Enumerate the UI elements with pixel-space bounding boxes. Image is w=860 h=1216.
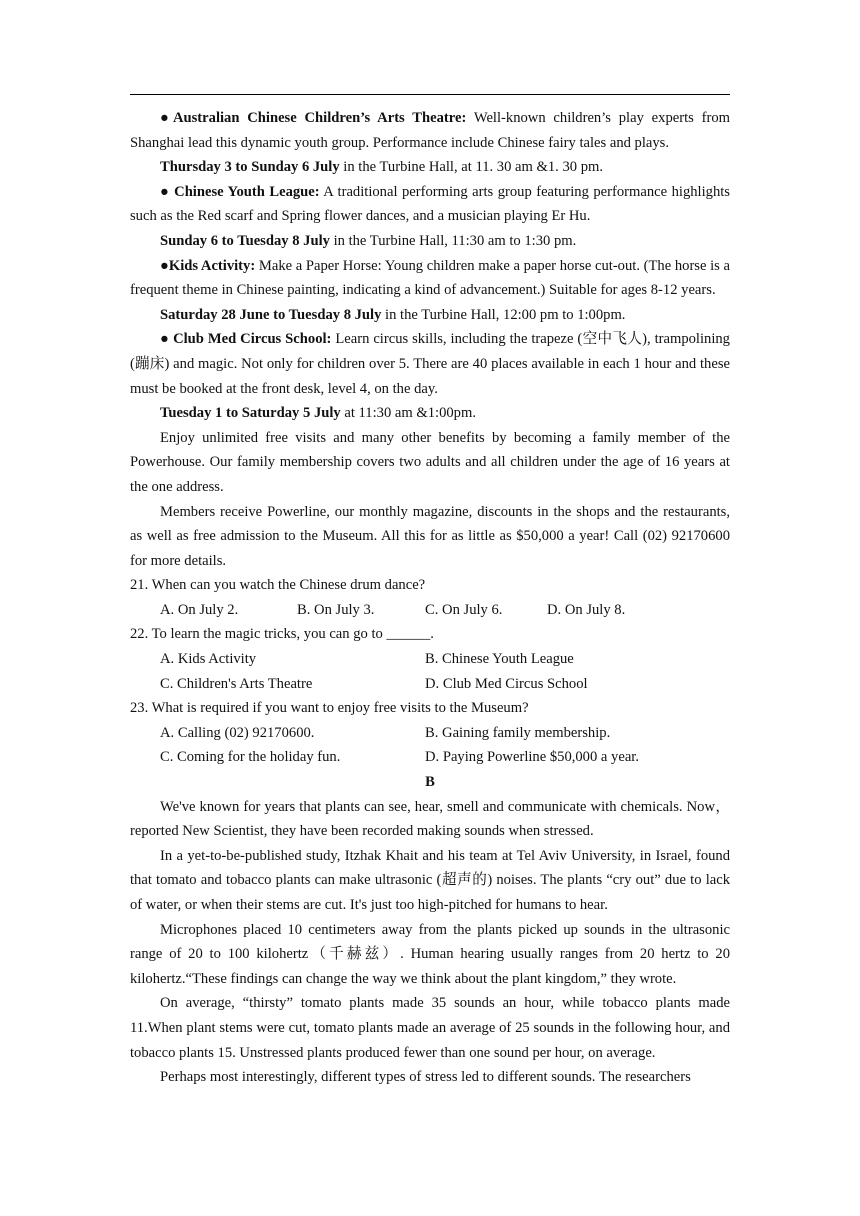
page-body [130, 106, 730, 1090]
event-time-place: at 11:30 am &1:00pm. [340, 405, 476, 422]
question-options [130, 721, 730, 746]
event-dates: Tuesday 1 to Saturday 5 July [160, 405, 341, 422]
event-dates: Thursday 3 to Sunday 6 July [160, 159, 340, 176]
option-c: C. On July 6. [425, 601, 503, 618]
header-rule [130, 94, 730, 95]
option-a: A. Kids Activity [160, 651, 257, 668]
bullet-icon: ● [160, 183, 170, 200]
membership-paragraph: Members receive Powerline, our monthly magazine, discounts in the shops and the restaurants, as well as free admission to the Museum. All this for as little as $50,000 a year! Call (02) 92170600 for more details. [130, 503, 730, 569]
event-text: Learn circus skills, including the trapeze (空中飞人), trampolining (蹦床) and magic. Not only for children over 5. There are 40 places available in each 1 hour and these must be booked at the front desk, level 4, on the day. [130, 331, 730, 397]
bullet-icon: ● [160, 331, 170, 348]
event-name: Australian Chinese Children’s Arts Theatre: [172, 110, 467, 126]
event-description [130, 180, 730, 229]
question-stem: 23. What is required if you want to enjoy free visits to the Museum? [130, 700, 529, 717]
event-text: Make a Paper Horse: Young children make a paper horse cut-out. (The horse is a frequent theme in Chinese painting, indicating a kind of advancement.) Suitable for ages 8-12 years. [130, 257, 730, 299]
membership-paragraph: Enjoy unlimited free visits and many other benefits by becoming a family member of the Powerhouse. Our family membership covers two adults and all children under the age of 16 years at the one address. [130, 429, 730, 495]
bullet-icon: ● [160, 110, 173, 126]
question-options [130, 647, 730, 672]
question-options [130, 745, 730, 770]
option-b: B. Chinese Youth League [425, 651, 574, 668]
event-description [130, 106, 730, 155]
article-paragraph: In a yet-to-be-published study, Itzhak Khait and his team at Tel Aviv University, in Israel, found that tomato and tobacco plants can make ultrasonic (超声的) noises. The plants “cry out” due to lack of water, or when their stems are cut. It's just too high-pitched for humans to hear. [130, 847, 730, 913]
option-a: A. Calling (02) 92170600. [160, 724, 315, 741]
event-schedule [130, 401, 730, 426]
article-paragraph: Perhaps most interestingly, different types of stress led to different sounds. The researchers [160, 1069, 691, 1086]
event-name: Club Med Circus School: [173, 331, 332, 348]
event-time-place: in the Turbine Hall, 12:00 pm to 1:00pm. [381, 306, 626, 323]
article-paragraph: On average, “thirsty” tomato plants made 35 sounds an hour, while tobacco plants made 11.When plant stems were cut, tomato plants made an average of 25 sounds in the following hour, and tobacco plants 15. Unstressed plants produced fewer than one sound per hour, on average. [130, 995, 730, 1061]
article-paragraph: We've known for years that plants can see, hear, smell and communicate with chemicals. Now，reported New Scientist, they have been recorded making sounds when stressed. [130, 798, 730, 840]
event-schedule [130, 229, 730, 254]
option-c: C. Children's Arts Theatre [160, 675, 313, 692]
event-description [130, 254, 730, 303]
section-heading: B [425, 774, 435, 791]
option-d: D. Club Med Circus School [425, 675, 588, 692]
event-dates: Saturday 28 June to Tuesday 8 July [160, 306, 382, 323]
question-stem: 21. When can you watch the Chinese drum dance? [130, 577, 426, 594]
bullet-icon: ● [160, 257, 169, 274]
article-paragraph: Microphones placed 10 centimeters away from the plants picked up sounds in the ultrasonic range of 20 to 100 kilohertz（千赫兹）. Human hearing usually ranges from 20 hertz to 20 kilohertz.“These findings can change the way we think about the plant kingdom,” they wrote. [130, 921, 730, 987]
question-options [130, 672, 730, 697]
question-options [130, 598, 730, 623]
option-d: D. Paying Powerline $50,000 a year. [425, 749, 640, 766]
event-time-place: in the Turbine Hall, at 11. 30 am &1. 30 pm. [339, 159, 604, 176]
option-c: C. Coming for the holiday fun. [160, 749, 341, 766]
event-description [130, 327, 730, 401]
event-schedule [130, 155, 730, 180]
event-time-place: in the Turbine Hall, 11:30 am to 1:30 pm. [329, 232, 577, 249]
event-name: Kids Activity: [168, 257, 256, 274]
event-schedule [130, 303, 730, 328]
option-a: A. On July 2. [160, 601, 239, 618]
event-name: Chinese Youth League: [174, 183, 320, 200]
event-text: A traditional performing arts group featuring performance highlights such as the Red scarf and Spring flower dances, and a musician playing Er Hu. [130, 183, 730, 225]
option-d: D. On July 8. [547, 601, 626, 618]
question-stem: 22. To learn the magic tricks, you can go to ______. [130, 626, 434, 643]
event-text: Well-known children’s play experts from Shanghai lead this dynamic youth group. Performance include Chinese fairy tales and plays. [130, 110, 730, 151]
option-b: B. Gaining family membership. [425, 724, 611, 741]
option-b: B. On July 3. [297, 601, 375, 618]
event-dates: Sunday 6 to Tuesday 8 July [160, 232, 330, 249]
